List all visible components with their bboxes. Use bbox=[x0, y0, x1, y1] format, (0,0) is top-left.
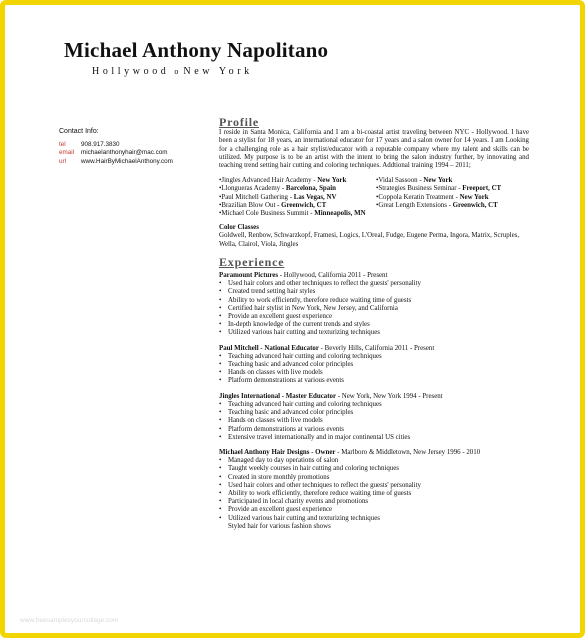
duty-list bbox=[219, 457, 529, 523]
contact-row-email bbox=[59, 149, 173, 158]
duty-item: • Ability to work efficiently, therefore reduce waiting time of guests bbox=[219, 297, 529, 305]
duty-item: • Teaching advanced hair cutting and coloring techniques bbox=[219, 353, 529, 361]
training-item: •Paul Mitchell Gathering - Las Vegas, NV bbox=[219, 193, 337, 201]
training-item: •Coppola Keratin Treatment - New York bbox=[376, 193, 489, 201]
duty-item: • Utilized various hair cutting and texturizing techniques bbox=[219, 329, 529, 337]
location-right: New York bbox=[183, 66, 253, 77]
duty-item: • Teaching basic and advanced color principles bbox=[219, 361, 529, 369]
duty-item: • Taught weekly courses in hair cutting and coloring techniques bbox=[219, 465, 529, 473]
duty-item-continued: Styled hair for various fashion shows bbox=[228, 522, 331, 530]
training-item: •Michael Cole Business Summit - Minneapolis, MN bbox=[219, 210, 366, 218]
employer-name: Michael Anthony Hair Designs - Owner bbox=[219, 448, 336, 456]
contact-row-url bbox=[59, 158, 173, 167]
training-list bbox=[219, 177, 529, 218]
duty-item: • Hands on classes with live models bbox=[219, 417, 529, 425]
duty-item: • Participated in local charity events and promotions bbox=[219, 498, 529, 506]
training-item: •Great Length Extensions - Greenwich, CT bbox=[376, 201, 498, 209]
training-right bbox=[376, 177, 528, 218]
resume-location bbox=[92, 66, 253, 77]
duty-item: • Hands on classes with live models bbox=[219, 369, 529, 377]
duty-item: • Certified hair stylist in New York, New Jersey, and California bbox=[219, 305, 529, 313]
duty-item: • Utilized various hair cutting and texturizing techniques bbox=[219, 515, 529, 523]
duty-item: • Provide an excellent guest experience bbox=[219, 313, 529, 321]
training-item: •Llongueras Academy - Barcelona, Spain bbox=[219, 185, 336, 193]
experience-entry bbox=[219, 272, 529, 338]
duty-item: • Ability to work efficiently, therefore reduce waiting time of guests bbox=[219, 490, 529, 498]
duty-item: • Teaching advanced hair cutting and coloring techniques bbox=[219, 401, 529, 409]
duty-item: • Platform demonstrations at various events bbox=[219, 377, 529, 385]
duty-item: • Provide an excellent guest experience bbox=[219, 506, 529, 514]
employer-location-dates: - New York, New York 1994 - Present bbox=[336, 392, 443, 400]
location-separator: o bbox=[174, 67, 179, 76]
contact-info bbox=[59, 128, 173, 166]
contact-label: email bbox=[59, 149, 75, 157]
duty-item: • Platform demonstrations at various events bbox=[219, 426, 529, 434]
duty-item: • In-depth knowledge of the current trends and styles bbox=[219, 321, 529, 329]
resume-name: Michael Anthony Napolitano bbox=[64, 38, 329, 62]
employer-location-dates: - Marlboro & Middletown, New Jersey 1996 - 2010 bbox=[335, 448, 481, 456]
contact-url[interactable]: www.HairByMichaelAnthony.com bbox=[81, 157, 173, 165]
experience-entry bbox=[219, 449, 529, 531]
duty-list bbox=[219, 401, 529, 442]
main-column bbox=[219, 115, 529, 538]
duty-item: • Extensive travel internationally and in major continental US cities bbox=[219, 434, 529, 442]
experience-entry-header bbox=[219, 393, 529, 401]
watermark: www.freesamplesyourcollage.com bbox=[20, 617, 119, 624]
contact-title: Contact Info: bbox=[59, 128, 99, 135]
contact-email[interactable]: michaelanthonyhair@mac.com bbox=[81, 149, 168, 157]
duty-list bbox=[219, 353, 529, 386]
color-classes-text: Goldwell, Renbow, Schwarzkopf, Framesi, Logics, L'Oreal, Fudge, Eugene Perma, Ingora, Matrix, Scruples, Wella, Clairol, Viola, Jingles bbox=[219, 232, 520, 248]
duty-item: • Used hair colors and other techniques to reflect the guests' personality bbox=[219, 482, 529, 490]
employer-name: Paul Mitchell - National Educator bbox=[219, 344, 319, 352]
training-item: •Brazilian Blow Out - Greenwich, CT bbox=[219, 201, 327, 209]
employer-name: Jingles International - Master Educator bbox=[219, 392, 337, 400]
employer-location-dates: - Beverly Hills, California 2011 - Present bbox=[318, 344, 435, 352]
duty-item: • Used hair colors and other techniques to reflect the guests' personality bbox=[219, 280, 529, 288]
experience-entry-header bbox=[219, 345, 529, 353]
experience-entry-header bbox=[219, 449, 529, 457]
color-classes-heading: Color Classes bbox=[219, 224, 259, 232]
profile-heading: Profile bbox=[219, 115, 260, 129]
training-left bbox=[219, 177, 376, 218]
duty-item: • Teaching basic and advanced color principles bbox=[219, 409, 529, 417]
experience-list bbox=[219, 272, 529, 531]
duty-item: • Managed day to day operations of salon bbox=[219, 457, 529, 465]
experience-heading: Experience bbox=[219, 254, 285, 269]
contact-row-tel bbox=[59, 141, 173, 150]
contact-label: url bbox=[59, 157, 66, 165]
experience-entry bbox=[219, 345, 529, 386]
duty-list bbox=[219, 280, 529, 337]
training-item: •Vidal Sassoon - New York bbox=[376, 177, 453, 185]
location-left: Hollywood bbox=[92, 66, 170, 77]
profile-text: I reside in Santa Monica, California and I am a bi-coastal artist traveling between NYC - Hollywood. I have been a stylist for 18 years, an international educator for 17 years and a salon owner for 14 years. I am Looking for a challenging role as a hair stylist/educator with a reputable company where my talent and skills can be utilized. My purpose is to be an artist with the intent to bring the salon industry further, by innovating and teaching trend setting hair cutting and coloring techniques. Addtional training 1994 – 2011; bbox=[219, 129, 529, 170]
duty-item: • Created trend setting hair styles bbox=[219, 288, 529, 296]
contact-label: tel bbox=[59, 140, 66, 148]
employer-location-dates: - Hollywood, California 2011 - Present bbox=[278, 272, 388, 280]
training-item: •Strategies Business Seminar - Freeport, CT bbox=[376, 185, 502, 193]
training-item: •Jingles Advanced Hair Academy - New York bbox=[219, 177, 347, 185]
duty-item: • Created in store monthly promotions bbox=[219, 474, 529, 482]
experience-entry bbox=[219, 393, 529, 442]
employer-name: Paramount Pictures bbox=[219, 272, 279, 280]
contact-phone: 908.917.3830 bbox=[81, 140, 120, 148]
experience-entry-header bbox=[219, 272, 529, 280]
